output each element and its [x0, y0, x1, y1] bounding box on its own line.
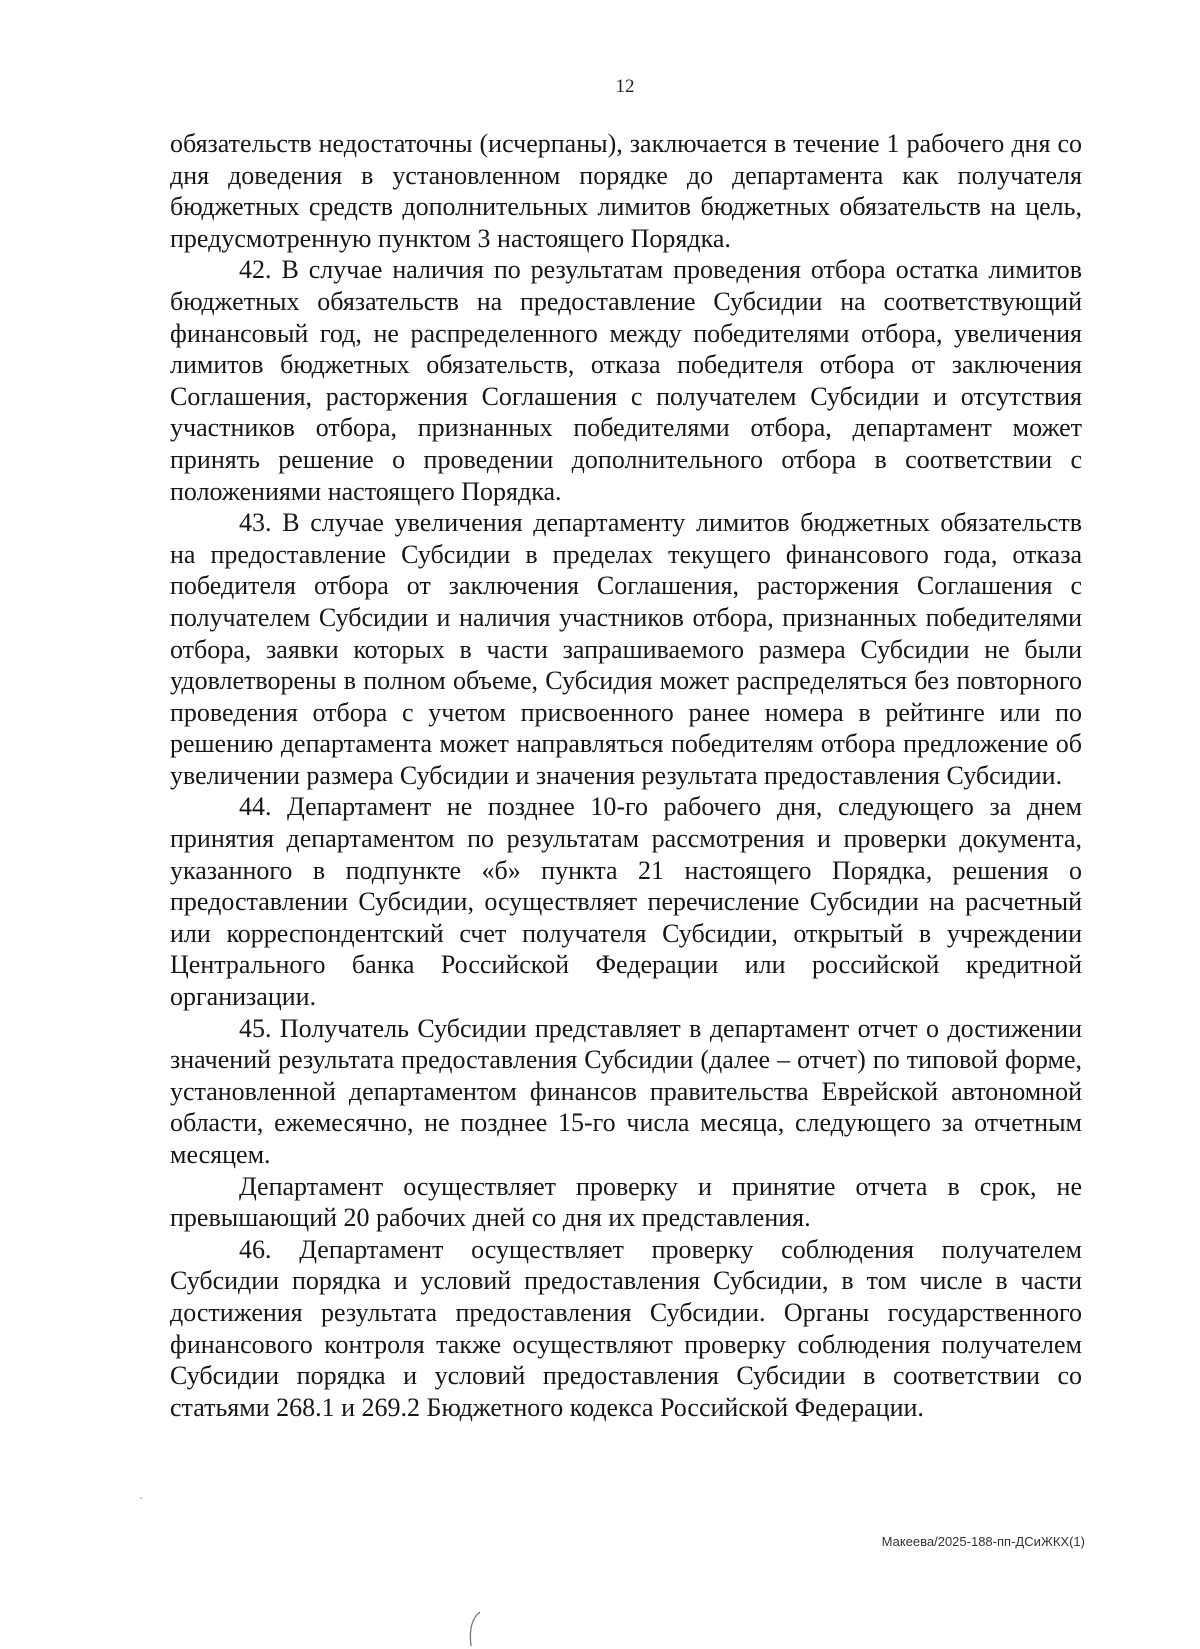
page-number: 12 [615, 76, 635, 97]
document-body [170, 128, 1082, 1423]
paragraph-45-report-check: Департамент осуществляет проверку и принятие отчета в срок, не превышающий 20 рабочих дней со дня их представления. [170, 1171, 1082, 1233]
paragraph-45: 45. Получатель Субсидии представляет в департамент отчет о достижении значений результата предоставления Субсидии (далее – отчет) по типовой форме, установленной департаментом финансов правительства Еврейской автономной области, ежемесячно, не позднее 15-го числа месяца, следующего за отчетным месяцем. [170, 1013, 1082, 1169]
paragraph-continuation: обязательств недостаточны (исчерпаны), заключается в течение 1 рабочего дня со дня доведения в установленном порядке до департамента как получателя бюджетных средств дополнительных лимитов бюджетных обязательств на цель, предусмотренную пунктом 3 настоящего Порядка. [170, 129, 1082, 253]
paragraph-43: 43. В случае увеличения департаменту лимитов бюджетных обязательств на предоставление Субсидии в пределах текущего финансового года, отказа победителя отбора от заключения Соглашения, расторжения Соглашения с получателем Субсидии и наличия участников отбора, признанных победителями отбора, заявки которых в части запрашиваемого размера Субсидии не были удовлетворены в полном объеме, Субсидия может распределяться без повторного проведения отбора с учетом присвоенного ранее номера в рейтинге или по решению департамента может направляться победителям отбора предложение об увеличении размера Субсидии и значения результата предоставления Субсидии. [170, 508, 1082, 790]
document-footer-code: Макеева/2025-188-пп-ДСиЖКХ(1) [881, 1534, 1085, 1549]
paragraph-42: 42. В случае наличия по результатам проведения отбора остатка лимитов бюджетных обязательств на предоставление Субсидии на соответствующий финансовый год, не распределенного между победителями отбора, увеличения лимитов бюджетных обязательств, отказа победителя отбора от заключения Соглашения, расторжения Соглашения с получателем Субсидии и отсутствия участников отбора, признанных победителями отбора, департамент может принять решение о проведении дополнительного отбора в соответствии с положениями настоящего Порядка. [170, 255, 1082, 506]
scan-artifact-mark [466, 1608, 486, 1648]
scan-artifact-dot [140, 1497, 142, 1499]
paragraph-46: 46. Департамент осуществляет проверку соблюдения получателем Субсидии порядка и условий предоставления Субсидии, в том числе в части достижения результата предоставления Субсидии. Органы государственного финансового контроля также осуществляют проверку соблюдения получателем Субсидии порядка и условий предоставления Субсидии в соответствии со статьями 268.1 и 269.2 Бюджетного кодекса Российской Федерации. [170, 1234, 1082, 1422]
paragraph-44: 44. Департамент не позднее 10-го рабочего дня, следующего за днем принятия департаментом по результатам рассмотрения и проверки документа, указанного в подпункте «б» пункта 21 настоящего Порядка, решения о предоставлении Субсидии, осуществляет перечисление Субсидии на расчетный или корреспондентский счет получателя Субсидии, открытый в учреждении Центрального банка Российской Федерации или российской кредитной организации. [170, 792, 1082, 1012]
